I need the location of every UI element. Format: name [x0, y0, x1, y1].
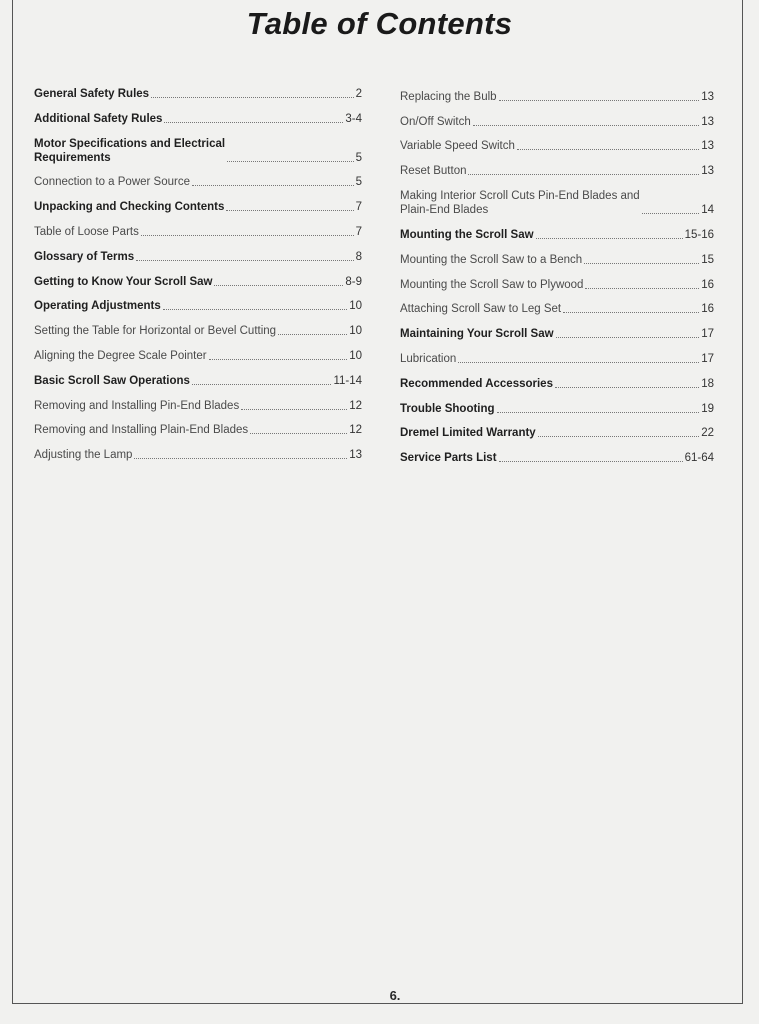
toc-entry-page: 5 — [355, 151, 362, 164]
dot-leader — [499, 461, 683, 462]
dot-leader — [214, 285, 343, 286]
toc-entry — [34, 189, 362, 214]
toc-entry-page: 10 — [349, 300, 362, 313]
toc-entry-page: 3-4 — [345, 112, 362, 125]
toc-entry-title: Variable Speed Switch — [400, 140, 515, 153]
page-border-right — [742, 0, 743, 1004]
dot-leader — [226, 210, 353, 211]
toc-entry-title: Aligning the Degree Scale Pointer — [34, 349, 207, 362]
toc-entry — [34, 126, 362, 165]
toc-entry — [400, 129, 714, 154]
dot-leader — [555, 387, 699, 388]
dot-leader — [209, 359, 348, 360]
toc-entry-page: 12 — [349, 424, 362, 437]
toc-entry-title: Mounting the Scroll Saw to Plywood — [400, 278, 584, 291]
dot-leader — [473, 125, 699, 126]
toc-entry-page: 13 — [349, 449, 362, 462]
toc-entry-title: Setting the Table for Horizontal or Bevel Cutting — [34, 325, 277, 338]
toc-entry — [34, 165, 362, 190]
toc-entry-page: 61-64 — [684, 452, 714, 465]
dot-leader — [192, 384, 331, 385]
toc-entry — [34, 264, 362, 289]
page-number: 6. — [389, 988, 401, 1003]
dot-leader — [136, 260, 353, 261]
toc-entry-title: Lubrication — [400, 352, 457, 365]
toc-entry-page: 11-14 — [333, 374, 362, 387]
toc-entry-page: 15-16 — [684, 228, 714, 241]
dot-leader — [584, 263, 699, 264]
toc-entry — [34, 76, 362, 101]
toc-entry-title: Mounting the Scroll Saw to a Bench — [400, 253, 583, 266]
toc-entry-title: Recommended Accessories — [400, 377, 553, 390]
toc-entry-title: Trouble Shooting — [400, 402, 495, 415]
toc-entry-title: Replacing the Bulb — [400, 90, 497, 103]
toc-entry-title: On/Off Switch — [400, 115, 471, 128]
toc-entry — [34, 239, 362, 264]
dot-leader — [164, 122, 343, 123]
toc-entry — [400, 79, 714, 104]
toc-entry — [34, 289, 362, 314]
dot-leader — [192, 185, 354, 186]
toc-entry — [34, 101, 362, 126]
dot-leader — [151, 97, 354, 98]
toc-entry — [34, 338, 362, 363]
toc-entry-title: Basic Scroll Saw Operations — [34, 374, 190, 387]
toc-entry — [400, 153, 714, 178]
dot-leader — [536, 238, 683, 239]
toc-entry-page: 7 — [355, 225, 362, 238]
toc-entry-page: 14 — [701, 204, 714, 217]
dot-leader — [278, 334, 347, 335]
toc-entry — [400, 267, 714, 292]
toc-entry — [400, 391, 714, 416]
toc-entry — [34, 413, 362, 438]
toc-entry — [400, 440, 714, 465]
toc-entry-page: 8 — [355, 250, 362, 263]
toc-entry-title: Removing and Installing Pin-End Blades — [34, 399, 240, 412]
toc-entry — [34, 214, 362, 239]
toc-entry-page: 22 — [701, 427, 714, 440]
toc-entry — [34, 437, 362, 462]
toc-entry-title: Connection to a Power Source — [34, 176, 190, 189]
toc-entry — [34, 363, 362, 388]
toc-entry-page: 8-9 — [345, 275, 362, 288]
toc-entry-page: 7 — [355, 201, 362, 214]
page-title: Table of Contents — [246, 6, 513, 41]
dot-leader — [497, 412, 700, 413]
toc-entry-page: 16 — [701, 303, 714, 316]
toc-entry-title: Mounting the Scroll Saw — [400, 228, 534, 241]
dot-leader — [538, 436, 700, 437]
toc-entry — [400, 217, 714, 242]
toc-entry-title: Dremel Limited Warranty — [400, 427, 536, 440]
dot-leader — [563, 312, 699, 313]
page-border-left — [12, 0, 13, 1004]
toc-entry — [400, 104, 714, 129]
toc-entry-page: 13 — [701, 90, 714, 103]
toc-entry — [34, 388, 362, 413]
dot-leader — [163, 309, 347, 310]
toc-entry-title: Maintaining Your Scroll Saw — [400, 328, 554, 341]
toc-entry-title: Making Interior Scroll Cuts Pin-End Blades and Plain-End Blades — [400, 190, 640, 217]
toc-entry-title: Adjusting the Lamp — [34, 449, 133, 462]
toc-entry-page: 13 — [701, 140, 714, 153]
toc-entry-page: 5 — [355, 176, 362, 189]
toc-entry-page: 17 — [701, 328, 714, 341]
toc-entry — [400, 242, 714, 267]
toc-entry-title: Attaching Scroll Saw to Leg Set — [400, 303, 562, 316]
dot-leader — [241, 409, 347, 410]
toc-entry-page: 10 — [349, 349, 362, 362]
toc-entry-title: Additional Safety Rules — [34, 112, 163, 125]
dot-leader — [458, 362, 699, 363]
toc-entry-page: 2 — [355, 87, 362, 100]
toc-entry — [400, 366, 714, 391]
toc-entry — [34, 313, 362, 338]
toc-entry — [400, 341, 714, 366]
dot-leader — [468, 174, 699, 175]
toc-entry-page: 13 — [701, 115, 714, 128]
toc-entry-title: General Safety Rules — [34, 87, 150, 100]
toc-entry-page: 15 — [701, 253, 714, 266]
dot-leader — [517, 149, 699, 150]
toc-entry — [400, 416, 714, 441]
dot-leader — [585, 288, 699, 289]
toc-entry-title: Unpacking and Checking Contents — [34, 201, 225, 214]
toc-right-column — [400, 79, 714, 465]
toc-entry-page: 10 — [349, 325, 362, 338]
dot-leader — [141, 235, 354, 236]
toc-entry-page: 19 — [701, 402, 714, 415]
dot-leader — [556, 337, 700, 338]
toc-entry-page: 12 — [349, 399, 362, 412]
toc-entry-page: 17 — [701, 352, 714, 365]
toc-entry-title: Removing and Installing Plain-End Blades — [34, 424, 249, 437]
dot-leader — [134, 458, 347, 459]
dot-leader — [642, 213, 700, 214]
toc-entry-title: Glossary of Terms — [34, 250, 135, 263]
toc-entry — [400, 178, 714, 217]
dot-leader — [499, 100, 700, 101]
toc-entry-title: Service Parts List — [400, 452, 497, 465]
toc-entry-title: Operating Adjustments — [34, 300, 161, 313]
toc-entry-title: Motor Specifications and Electrical Requirements — [34, 137, 226, 164]
dot-leader — [250, 433, 347, 434]
toc-entry-page: 18 — [701, 377, 714, 390]
toc-entry-page: 13 — [701, 165, 714, 178]
toc-left-column — [34, 76, 362, 462]
toc-entry-page: 16 — [701, 278, 714, 291]
toc-entry — [400, 316, 714, 341]
toc-entry-title: Table of Loose Parts — [34, 225, 139, 238]
dot-leader — [227, 161, 354, 162]
toc-entry-title: Reset Button — [400, 165, 467, 178]
toc-entry — [400, 292, 714, 317]
toc-entry-title: Getting to Know Your Scroll Saw — [34, 275, 213, 288]
page-border-bottom — [12, 1003, 743, 1004]
